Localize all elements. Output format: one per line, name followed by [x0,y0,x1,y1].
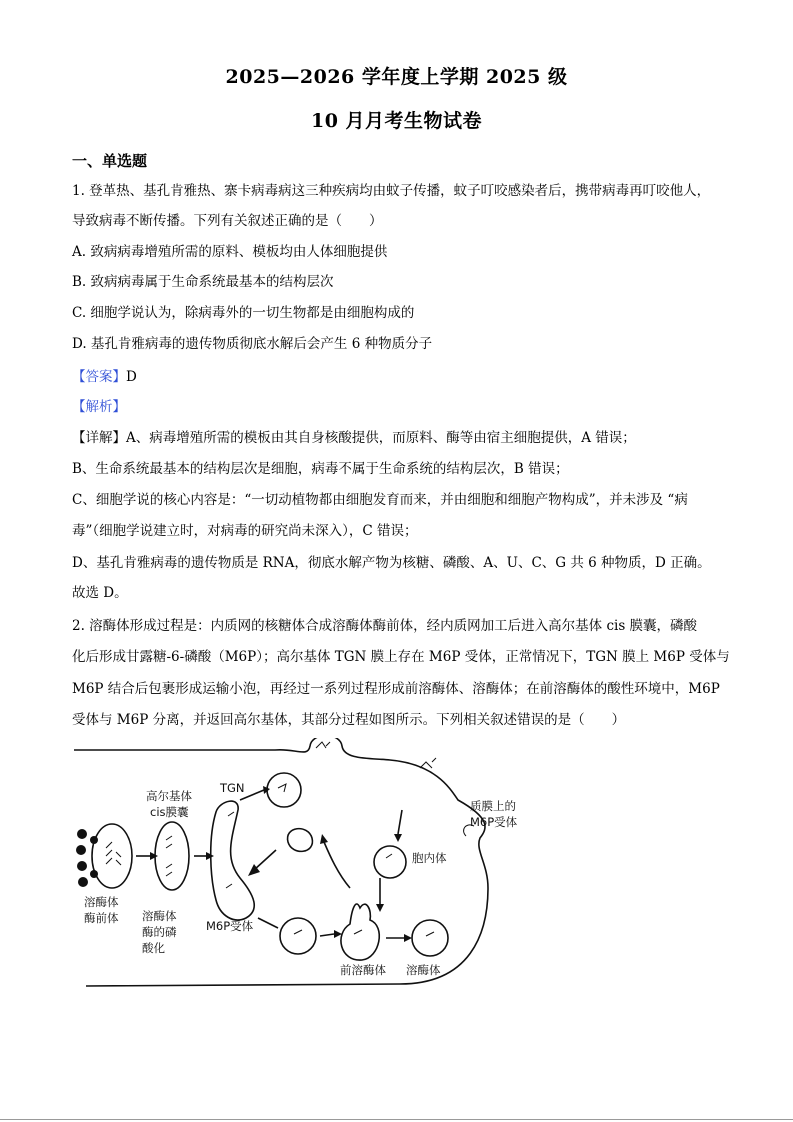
golgi-cis-vesicle [155,822,189,890]
label-precursor-1: 溶酶体 [84,895,119,909]
arrowhead [394,834,402,842]
q2-stem-line2: 化后形成甘露糖-6-磷酸（M6P）；高尔基体 TGN 膜上存在 M6P 受体，正常情况下，TGN 膜上 M6P 受体与 [72,649,730,665]
answer-label: 【答案】 [72,369,126,385]
arrow-tgn-lower [258,918,278,928]
ribosome [77,861,87,871]
label-m6p-receptor: M6P受体 [206,919,254,933]
er-vesicle [92,824,132,888]
q1-detail-b: B、生命系统最基本的结构层次是细胞，病毒不属于生命系统的结构层次，B 错误； [72,461,569,477]
q2-stem-line3: M6P 结合后包裹形成运输小泡，再经过一系列过程形成前溶酶体、溶酶体；在前溶酶体的酸性环境中，M6P [72,681,720,697]
arrowhead [320,834,328,844]
exam-title-line1: 2025—2026 学年度上学期 2025 级 [225,66,568,88]
q1-answer [72,368,137,386]
arrow-to-endosome [398,810,402,834]
label-precursor-2: 酶前体 [84,911,119,925]
detail-a-text: A、病毒增殖所需的模板由其自身核酸提供，而原料、酶等由宿主细胞提供，A 错误； [126,430,636,446]
label-golgi-cis-1: 高尔基体 [146,789,192,803]
endosome [374,846,406,878]
arrow-prelysosome-recycle [324,842,350,888]
enzyme-marks [294,854,434,936]
analysis-label: 【解析】 [72,399,126,415]
arrow-recycle-to-tgn [254,850,276,870]
ribosome [90,836,98,844]
label-prelysosome: 前溶酶体 [340,963,386,977]
lysosome-formation-diagram [70,738,630,992]
q1-detail-a [72,429,636,447]
label-golgi-cis-2: cis膜囊 [150,805,189,819]
prelysosome [341,904,379,960]
q1-option-d: D. 基孔肯雅病毒的遗传物质彻底水解后会产生 6 种物质分子 [72,336,433,352]
q1-detail-c1: C、细胞学说的核心内容是：“一切动植物都由细胞发育而来，并由细胞和细胞产物构成”，并未涉及 “病 [72,492,688,508]
label-tgn: TGN [220,781,245,795]
arrow-vesicle-to-prelysosome [320,934,334,936]
label-pm-receptor-2: M6P受体 [470,815,518,829]
ribosome [76,845,86,855]
ribosome [90,870,98,878]
label-phos-2: 酶的磷 [142,925,177,939]
diagram-svg [70,738,630,992]
label-phos-3: 酸化 [142,941,165,955]
q2-stem-line1: 2. 溶酶体形成过程是：内质网的核糖体合成溶酶体酶前体，经内质网加工后进入高尔基体 cis 膜囊，磷酸 [72,618,698,634]
arrowhead [150,852,158,860]
arrowhead [376,904,384,912]
q1-detail-c2: 毒”（细胞学说建立时，对病毒的研究尚未深入），C 错误； [72,523,418,539]
q1-stem-line1: 1. 登革热、基孔肯雅热、寨卡病毒病这三种疾病均由蚊子传播，蚊子叮咬感染者后，携带病毒再叮咬他人， [72,183,711,199]
q1-option-a: A. 致病病毒增殖所需的原料、模板均由人体细胞提供 [72,244,388,260]
transport-vesicle-bottom [280,918,316,954]
lysosome [412,920,448,956]
q1-conclusion: 故选 D。 [72,585,128,601]
page-bottom-rule [0,1119,793,1120]
tgn-tube [211,801,255,920]
q1-detail-d: D、基孔肯雅病毒的遗传物质是 RNA，彻底水解产物为核糖、磷酸、A、U、C、G 共 6 种物质，D 正确。 [72,555,711,571]
q2-stem-line4: 受体与 M6P 分离，并返回高尔基体，其部分过程如图所示。下列相关叙述错误的是（ ） [72,712,626,728]
free-enzyme [316,742,330,748]
enzyme-marks [166,836,172,876]
ribosome [78,877,88,887]
section-title: 一、单选题 [72,152,148,170]
enzyme-marks [106,842,121,865]
detail-label: 【详解】 [72,430,126,446]
label-phos-1: 溶酶体 [142,909,177,923]
ribosome [77,829,87,839]
exam-title-line2: 10 月月考生物试卷 [310,110,483,132]
q1-option-c: C. 细胞学说认为，除病毒外的一切生物都是由细胞构成的 [72,305,415,321]
answer-value: D [126,369,137,385]
label-pm-receptor-1: 质膜上的 [470,799,516,813]
q1-option-b: B. 致病病毒属于生命系统最基本的结构层次 [72,274,334,290]
label-endosome: 胞内体 [412,851,447,865]
q1-stem-line2: 导致病毒不断传播。下列有关叙述正确的是（ ） [72,213,383,229]
label-lysosome: 溶酶体 [406,963,441,977]
arrowhead [404,934,412,942]
recycling-vesicle [288,829,313,852]
free-enzyme [420,758,436,768]
